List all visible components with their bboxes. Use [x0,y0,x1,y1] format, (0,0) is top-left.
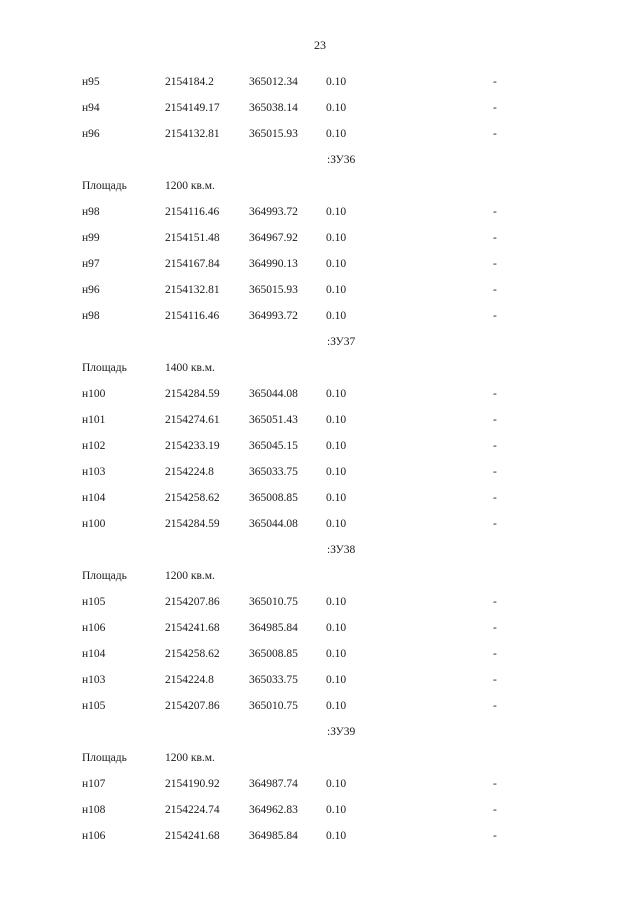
accuracy-value: 0.10 [326,128,347,140]
y-coordinate: 365033.75 [249,674,298,686]
coordinate-row [0,696,640,722]
description-mark: - [493,596,497,608]
area-label: Площадь [82,180,127,192]
coordinate-row [0,826,640,852]
point-name: н104 [82,492,106,504]
x-coordinate: 2154233.19 [165,440,220,452]
x-coordinate: 2154224.8 [165,466,214,478]
point-name: н107 [82,778,106,790]
point-name: н99 [82,232,100,244]
x-coordinate: 2154184.2 [165,76,214,88]
description-mark: - [493,440,497,452]
coordinate-row [0,670,640,696]
x-coordinate: 2154284.59 [165,388,220,400]
point-name: н95 [82,76,100,88]
coordinate-row [0,202,640,228]
parcel-heading-row [0,722,640,748]
x-coordinate: 2154132.81 [165,284,220,296]
description-mark: - [493,466,497,478]
coordinate-row [0,98,640,124]
parcel-label: :ЗУ36 [327,154,356,166]
y-coordinate: 365038.14 [249,102,298,114]
description-mark: - [493,778,497,790]
area-row [0,748,640,774]
coordinate-row [0,800,640,826]
point-name: н100 [82,518,106,530]
parcel-heading-row [0,540,640,566]
y-coordinate: 364990.13 [249,258,298,270]
accuracy-value: 0.10 [326,232,347,244]
area-label: Площадь [82,752,127,764]
accuracy-value: 0.10 [326,830,347,842]
description-mark: - [493,310,497,322]
accuracy-value: 0.10 [326,440,347,452]
accuracy-value: 0.10 [326,414,347,426]
accuracy-value: 0.10 [326,804,347,816]
coordinate-row [0,124,640,150]
coordinate-row [0,592,640,618]
accuracy-value: 0.10 [326,518,347,530]
y-coordinate: 365010.75 [249,596,298,608]
point-name: н96 [82,128,100,140]
accuracy-value: 0.10 [326,492,347,504]
y-coordinate: 364987.74 [249,778,298,790]
y-coordinate: 365045.15 [249,440,298,452]
x-coordinate: 2154258.62 [165,492,220,504]
point-name: н104 [82,648,106,660]
x-coordinate: 2154167.84 [165,258,220,270]
coordinate-row [0,72,640,98]
coordinate-row [0,462,640,488]
y-coordinate: 364985.84 [249,830,298,842]
area-label: Площадь [82,570,127,582]
coordinate-row [0,488,640,514]
y-coordinate: 365015.93 [249,284,298,296]
coordinate-row [0,384,640,410]
coordinates-list [0,72,640,852]
y-coordinate: 364993.72 [249,310,298,322]
point-name: н97 [82,258,100,270]
point-name: н101 [82,414,106,426]
y-coordinate: 365015.93 [249,128,298,140]
description-mark: - [493,674,497,686]
point-name: н98 [82,206,100,218]
x-coordinate: 2154132.81 [165,128,220,140]
area-value: 1400 кв.м. [165,362,215,374]
point-name: н103 [82,674,106,686]
accuracy-value: 0.10 [326,76,347,88]
x-coordinate: 2154241.68 [165,830,220,842]
accuracy-value: 0.10 [326,778,347,790]
coordinate-row [0,280,640,306]
point-name: н102 [82,440,106,452]
x-coordinate: 2154258.62 [165,648,220,660]
point-name: н105 [82,700,106,712]
y-coordinate: 365012.34 [249,76,298,88]
point-name: н106 [82,622,106,634]
y-coordinate: 365051.43 [249,414,298,426]
y-coordinate: 365010.75 [249,700,298,712]
accuracy-value: 0.10 [326,648,347,660]
point-name: н100 [82,388,106,400]
y-coordinate: 365044.08 [249,518,298,530]
x-coordinate: 2154149.17 [165,102,220,114]
x-coordinate: 2154284.59 [165,518,220,530]
y-coordinate: 364985.84 [249,622,298,634]
parcel-label: :ЗУ37 [327,336,356,348]
accuracy-value: 0.10 [326,206,347,218]
y-coordinate: 365008.85 [249,492,298,504]
coordinate-row [0,410,640,436]
point-name: н105 [82,596,106,608]
point-name: н106 [82,830,106,842]
x-coordinate: 2154274.61 [165,414,220,426]
y-coordinate: 365044.08 [249,388,298,400]
area-value: 1200 кв.м. [165,752,215,764]
point-name: н108 [82,804,106,816]
description-mark: - [493,128,497,140]
description-mark: - [493,804,497,816]
area-row [0,176,640,202]
coordinate-row [0,254,640,280]
accuracy-value: 0.10 [326,388,347,400]
area-row [0,358,640,384]
x-coordinate: 2154207.86 [165,700,220,712]
point-name: н96 [82,284,100,296]
point-name: н98 [82,310,100,322]
description-mark: - [493,622,497,634]
accuracy-value: 0.10 [326,310,347,322]
description-mark: - [493,492,497,504]
description-mark: - [493,206,497,218]
y-coordinate: 364962.83 [249,804,298,816]
accuracy-value: 0.10 [326,622,347,634]
coordinate-row [0,618,640,644]
description-mark: - [493,232,497,244]
coordinate-row [0,774,640,800]
parcel-heading-row [0,150,640,176]
x-coordinate: 2154190.92 [165,778,220,790]
x-coordinate: 2154207.86 [165,596,220,608]
x-coordinate: 2154116.46 [165,310,220,322]
parcel-heading-row [0,332,640,358]
description-mark: - [493,830,497,842]
point-name: н103 [82,466,106,478]
area-value: 1200 кв.м. [165,570,215,582]
coordinate-row [0,644,640,670]
description-mark: - [493,700,497,712]
accuracy-value: 0.10 [326,258,347,270]
description-mark: - [493,414,497,426]
parcel-label: :ЗУ39 [327,726,356,738]
accuracy-value: 0.10 [326,596,347,608]
description-mark: - [493,284,497,296]
accuracy-value: 0.10 [326,466,347,478]
x-coordinate: 2154151.48 [165,232,220,244]
y-coordinate: 364967.92 [249,232,298,244]
accuracy-value: 0.10 [326,674,347,686]
description-mark: - [493,102,497,114]
page-number: 23 [314,38,326,52]
parcel-label: :ЗУ38 [327,544,356,556]
coordinate-row [0,514,640,540]
area-row [0,566,640,592]
area-label: Площадь [82,362,127,374]
y-coordinate: 365008.85 [249,648,298,660]
x-coordinate: 2154116.46 [165,206,220,218]
description-mark: - [493,76,497,88]
x-coordinate: 2154224.8 [165,674,214,686]
coordinate-row [0,436,640,462]
x-coordinate: 2154241.68 [165,622,220,634]
accuracy-value: 0.10 [326,102,347,114]
coordinate-row [0,228,640,254]
area-value: 1200 кв.м. [165,180,215,192]
description-mark: - [493,258,497,270]
y-coordinate: 364993.72 [249,206,298,218]
x-coordinate: 2154224.74 [165,804,220,816]
point-name: н94 [82,102,100,114]
accuracy-value: 0.10 [326,700,347,712]
coordinate-row [0,306,640,332]
description-mark: - [493,648,497,660]
accuracy-value: 0.10 [326,284,347,296]
y-coordinate: 365033.75 [249,466,298,478]
description-mark: - [493,388,497,400]
description-mark: - [493,518,497,530]
